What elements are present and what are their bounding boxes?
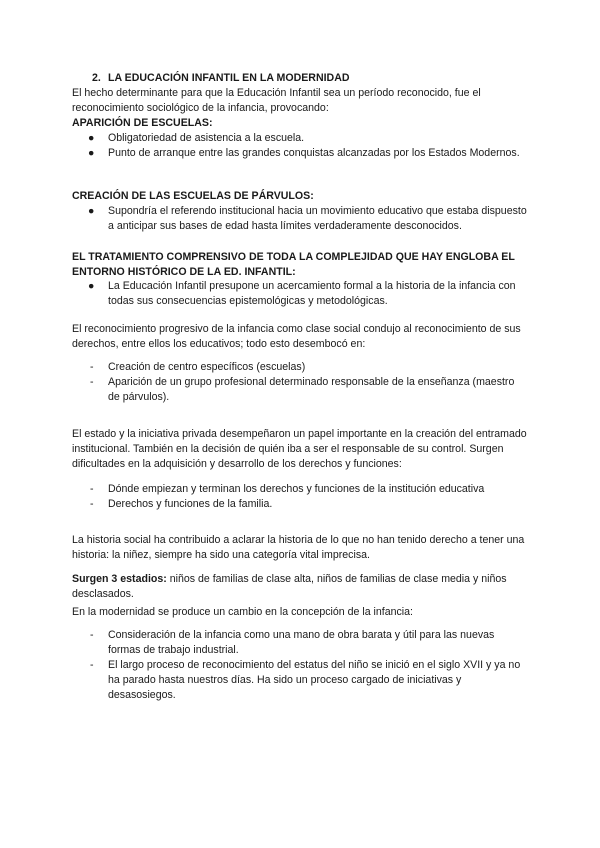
bullet-marker: ● (88, 280, 95, 292)
aparicion-heading: APARICIÓN DE ESCUELAS: (72, 117, 213, 129)
bullet-marker: ● (88, 205, 95, 217)
list-item: - Derechos y funciones de la familia. (90, 498, 273, 510)
reconocimiento-list (72, 360, 528, 405)
intro-paragraph: El hecho determinante para que la Educación Infantil sea un período reconocido, fue el reconocimiento sociológico de la infancia, provocando: (72, 87, 481, 114)
historia-paragraph: La historia social ha contribuido a aclarar la historia de lo que no han tenido derecho a tener una historia: la niñez, siempre ha sido una categoría vital imprecisa. (72, 534, 525, 561)
section-title-text: LA EDUCACIÓN INFANTIL EN LA MODERNIDAD (108, 72, 350, 84)
bullet-marker: ● (88, 147, 95, 159)
list-item: ● Supondría el referendo institucional hacia un movimiento educativo que estaba dispuesto a anticipar sus bases de edad hasta límites verdaderamente desconocidos. (88, 205, 527, 232)
section-number: 2. (92, 72, 101, 84)
reconocimiento-paragraph: El reconocimiento progresivo de la infancia como clase social condujo al reconocimiento de sus derechos, entre ellos los educativos; todo esto desembocó en: (72, 323, 521, 350)
list-item: - Creación de centro específicos (escuelas) (90, 361, 306, 373)
list-item: ● Punto de arranque entre las grandes conquistas alcanzadas por los Estados Modernos. (88, 147, 520, 159)
estadios-paragraph (72, 572, 528, 602)
list-item: - Consideración de la infancia como una mano de obra barata y útil para las nuevas formas de trabajo industrial. (90, 629, 495, 656)
section-title (92, 71, 528, 86)
modernidad-paragraph: En la modernidad se produce un cambio en la concepción de la infancia: (72, 606, 413, 618)
aparicion-list (72, 131, 528, 161)
estado-list (72, 482, 528, 512)
list-item: - Dónde empiezan y terminan los derechos y funciones de la institución educativa (90, 483, 485, 495)
dash-marker: - (90, 629, 94, 641)
list-item: - Aparición de un grupo profesional determinado responsable de la enseñanza (maestro de párvulos). (90, 376, 515, 403)
dash-marker: - (90, 483, 94, 495)
dash-marker: - (90, 498, 94, 510)
list-item: ● La Educación Infantil presupone un acercamiento formal a la historia de la infancia con todas sus consecuencias epistemológicas y metodológicas. (88, 280, 516, 307)
tratamiento-list (72, 279, 528, 309)
creacion-list (72, 204, 528, 234)
tratamiento-heading: EL TRATAMIENTO COMPRENSIVO DE TODA LA COMPLEJIDAD QUE HAY ENGLOBA EL ENTORNO HISTÓRICO DE LA ED. INFANTIL: (72, 251, 515, 278)
dash-marker: - (90, 376, 94, 388)
estadios-text: niños de familias de clase alta, niños de familias de clase media y niños desclasados. (72, 573, 507, 600)
dash-marker: - (90, 659, 94, 671)
list-item: - El largo proceso de reconocimiento del estatus del niño se inició en el siglo XVII y ya no ha parado hasta nuestros días. Ha sido un proceso cargado de iniciativas y desasosiegos. (90, 659, 521, 701)
bullet-marker: ● (88, 132, 95, 144)
estadios-label: Surgen 3 estadios: (72, 573, 167, 585)
estado-paragraph: El estado y la iniciativa privada desempeñaron un papel importante en la creación del entramado institucional. También en la decisión de quién iba a ser el responsable de su control. Surgen dificultades en la adquisición y desarrollo de los derechos y funciones: (72, 428, 527, 470)
dash-marker: - (90, 361, 94, 373)
creacion-heading: CREACIÓN DE LAS ESCUELAS DE PÁRVULOS: (72, 190, 314, 202)
modernidad-list (72, 628, 528, 703)
list-item: ● Obligatoriedad de asistencia a la escuela. (88, 132, 305, 144)
